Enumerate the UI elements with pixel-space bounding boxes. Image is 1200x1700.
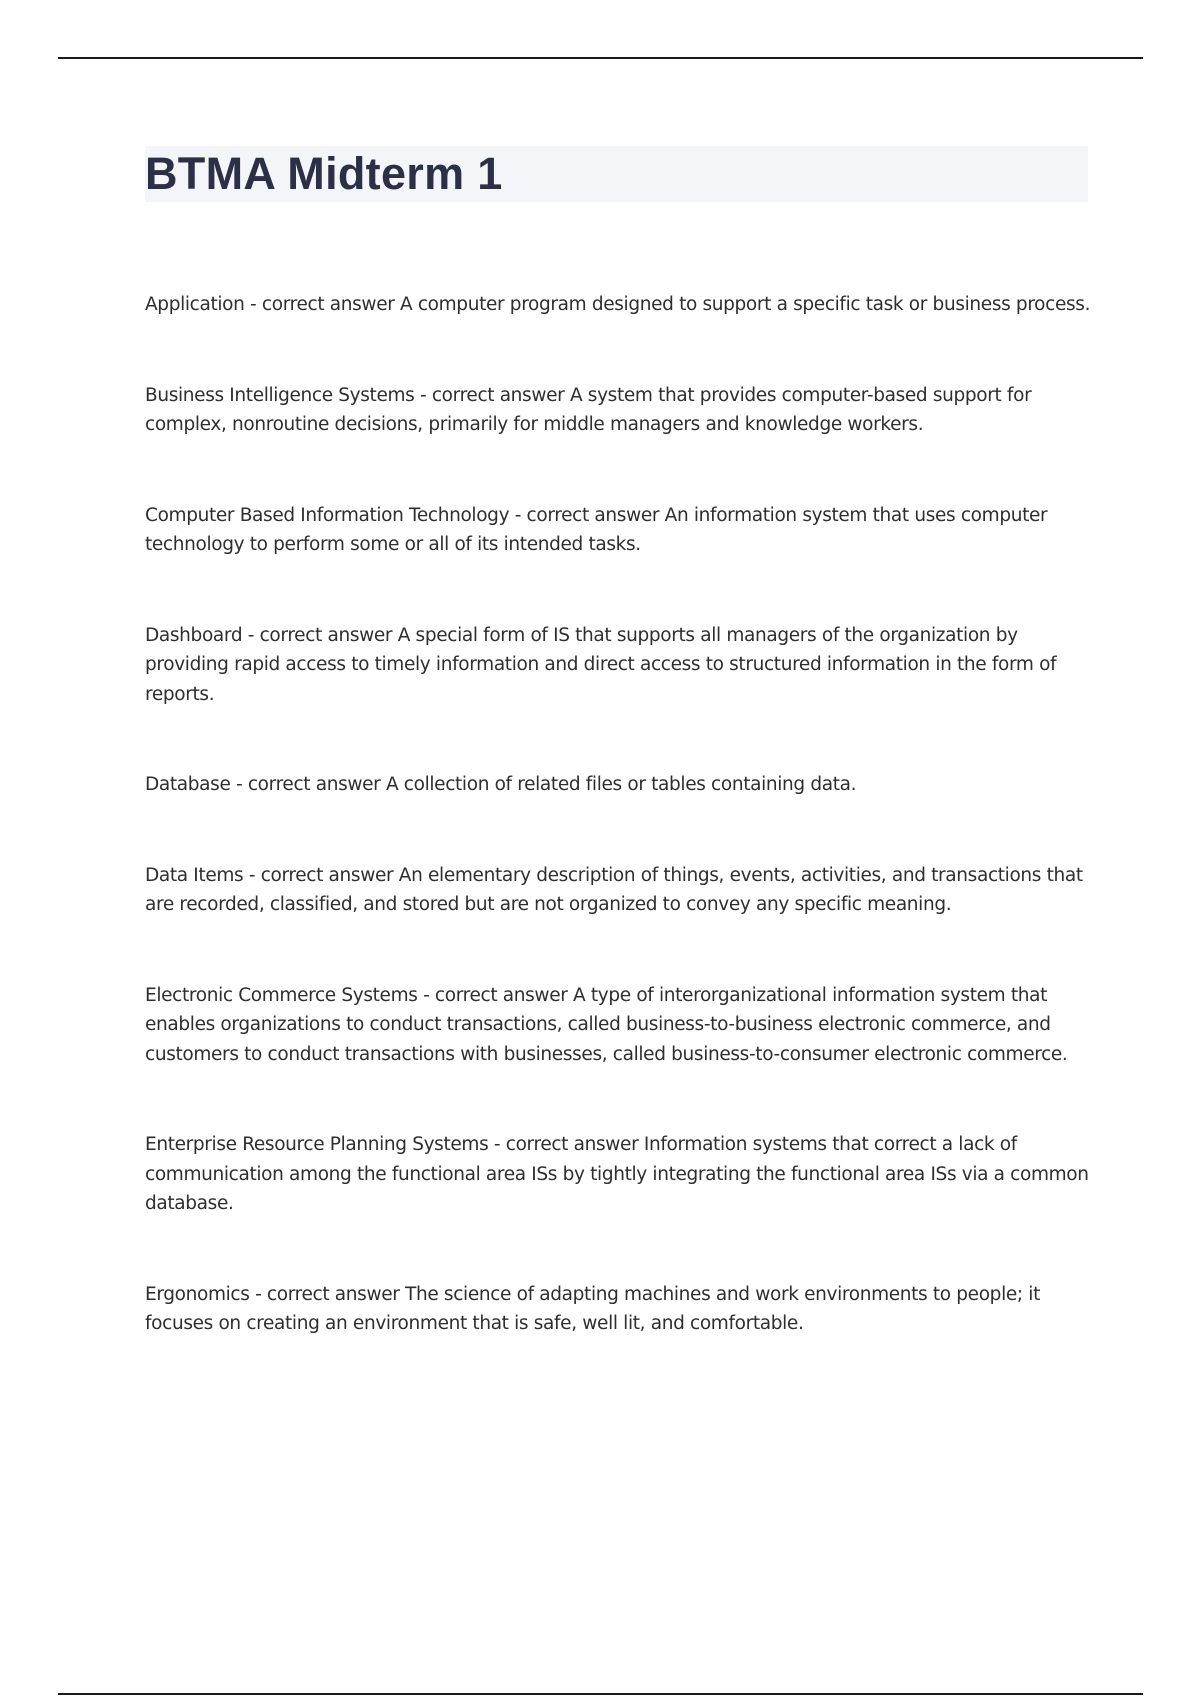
definition-entry: Application - correct answer A computer program designed to support a specific task or business process. (145, 294, 1091, 315)
page-title: BTMA Midterm 1 (145, 148, 503, 199)
definition-entry: Enterprise Resource Planning Systems - correct answer Information systems that correct a lack of communication among the functional area ISs by tightly integrating the functional area ISs via a common database. (145, 1134, 1089, 1214)
definition-entry: Dashboard - correct answer A special form of IS that supports all managers of the organization by providing rapid access to timely information and direct access to structured information in the form of reports. (145, 624, 1057, 705)
definition-entry: Business Intelligence Systems - correct answer A system that provides computer-based support for complex, nonroutine decisions, primarily for middle managers and knowledge workers. (145, 384, 1032, 435)
definition-entry: Data Items - correct answer An elementary description of things, events, activities, and transactions that are recorded, classified, and stored but are not organized to convey any specific meaning. (145, 864, 1083, 915)
footer-rule (58, 1693, 1143, 1695)
definition-entry: Database - correct answer A collection of related files or tables containing data. (145, 774, 857, 795)
definition-entry: Computer Based Information Technology - correct answer An information system that uses computer technology to perform some or all of its intended tasks. (145, 504, 1048, 555)
header-rule (58, 57, 1143, 59)
definition-list (145, 290, 1095, 1339)
definition-entry: Ergonomics - correct answer The science of adapting machines and work environments to people; it focuses on creating an environment that is safe, well lit, and comfortable. (145, 1283, 1040, 1334)
definition-entry: Electronic Commerce Systems - correct answer A type of interorganizational information system that enables organizations to conduct transactions, called business-to-business electronic commerce, and customers to conduct transactions with businesses, called business-to-consumer electronic commerce. (145, 984, 1068, 1065)
